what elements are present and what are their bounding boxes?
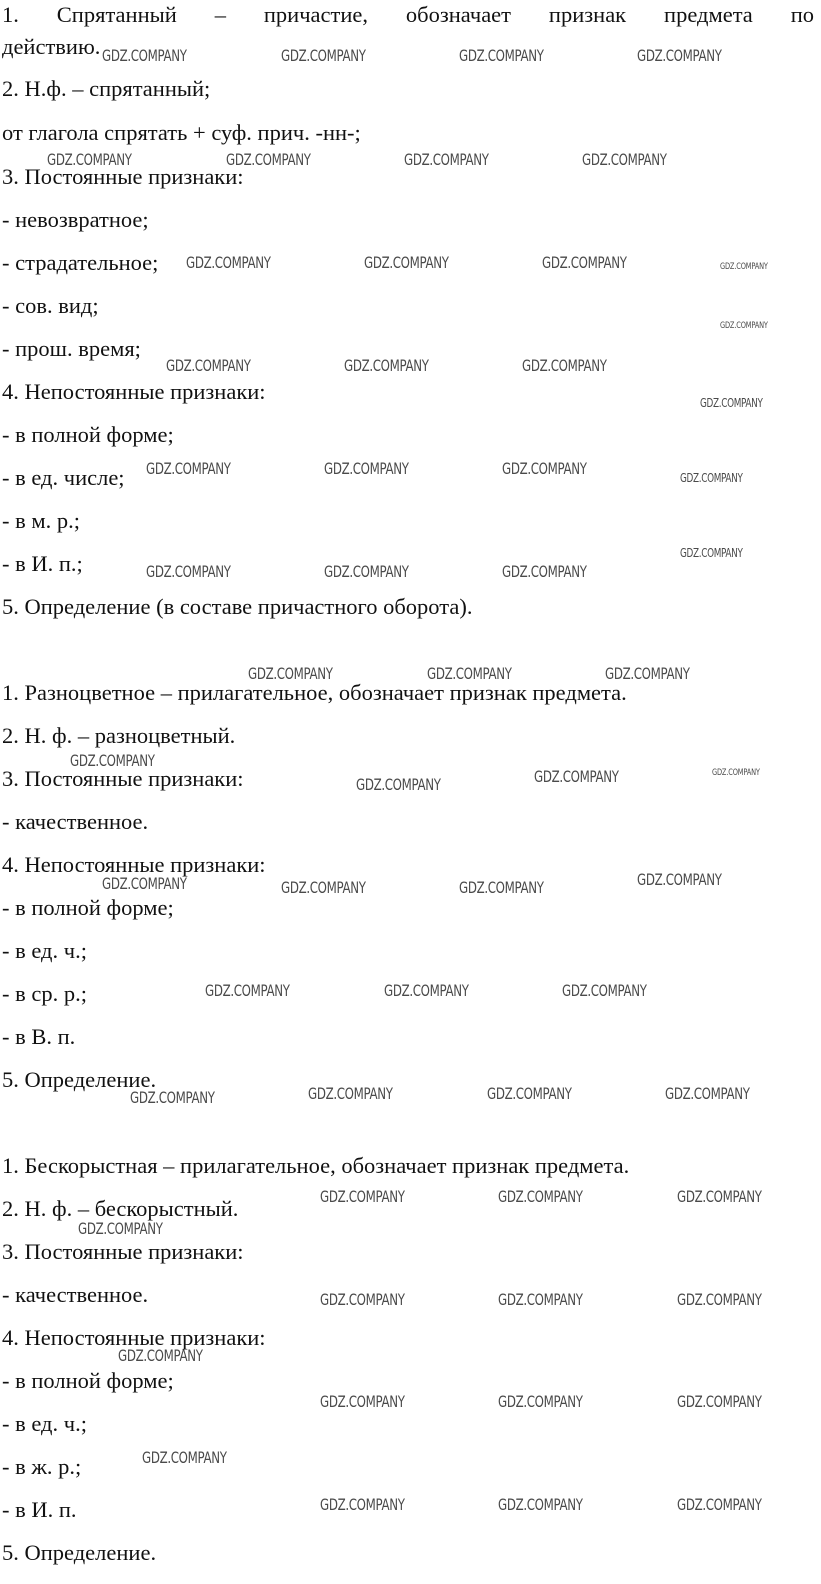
- watermark-text: GDZ.COMPANY: [226, 150, 311, 169]
- section1-line-6: - невозвратное;: [2, 207, 149, 232]
- watermark-text: GDZ.COMPANY: [677, 1187, 762, 1206]
- section1-line-10: 4. Непостоянные признаки:: [2, 379, 266, 404]
- watermark-text: GDZ.COMPANY: [665, 1084, 750, 1103]
- watermark-text: GDZ.COMPANY: [534, 767, 619, 786]
- section1-line-1: 1. Спрятанный – причастие, обозначает признак предмета по: [2, 2, 814, 27]
- watermark-text: GDZ.COMPANY: [502, 459, 587, 478]
- watermark-text: GDZ.COMPANY: [459, 46, 544, 65]
- section1-line-13: - в м. р.;: [2, 508, 80, 533]
- watermark-text: GDZ.COMPANY: [324, 562, 409, 581]
- watermark-text: GDZ.COMPANY: [205, 981, 290, 1000]
- watermark-text: GDZ.COMPANY: [677, 1392, 762, 1411]
- section2-line-3: 3. Постоянные признаки:: [2, 766, 244, 791]
- watermark-text: GDZ.COMPANY: [102, 46, 187, 65]
- watermark-text: GDZ.COMPANY: [637, 46, 722, 65]
- section3-line-5: 4. Непостоянные признаки:: [2, 1325, 266, 1350]
- section2-line-10: 5. Определение.: [2, 1067, 157, 1092]
- section1-line-14: - в И. п.;: [2, 551, 83, 576]
- section1-line-4: от глагола спрятать + суф. прич. -нн-;: [2, 120, 361, 145]
- watermark-text: GDZ.COMPANY: [320, 1187, 405, 1206]
- section3-line-3: 3. Постоянные признаки:: [2, 1239, 244, 1264]
- watermark-text: GDZ.COMPANY: [281, 878, 366, 897]
- section1-line-12: - в ед. числе;: [2, 465, 125, 490]
- watermark-text: GDZ.COMPANY: [344, 356, 429, 375]
- watermark-text: GDZ.COMPANY: [118, 1346, 203, 1365]
- watermark-text: GDZ.COMPANY: [404, 150, 489, 169]
- watermark-text: GDZ.COMPANY: [542, 253, 627, 272]
- watermark-text: GDZ.COMPANY: [281, 46, 366, 65]
- section3-line-7: - в ед. ч.;: [2, 1411, 87, 1436]
- section2-line-2: 2. Н. ф. – разноцветный.: [2, 723, 236, 748]
- watermark-text: GDZ.COMPANY: [680, 546, 743, 560]
- section1-line-5: 3. Постоянные признаки:: [2, 164, 244, 189]
- watermark-text: GDZ.COMPANY: [605, 664, 690, 683]
- section2-line-9: - в В. п.: [2, 1024, 76, 1049]
- watermark-text: GDZ.COMPANY: [498, 1187, 583, 1206]
- section2-line-6: - в полной форме;: [2, 895, 174, 920]
- watermark-text: GDZ.COMPANY: [146, 459, 231, 478]
- watermark-text: GDZ.COMPANY: [562, 981, 647, 1000]
- watermark-text: GDZ.COMPANY: [680, 471, 743, 485]
- section3-line-8: - в ж. р.;: [2, 1454, 82, 1479]
- watermark-text: GDZ.COMPANY: [47, 150, 132, 169]
- watermark-text: GDZ.COMPANY: [582, 150, 667, 169]
- section3-line-4: - качественное.: [2, 1282, 149, 1307]
- watermark-text: GDZ.COMPANY: [498, 1392, 583, 1411]
- watermark-text: GDZ.COMPANY: [498, 1290, 583, 1309]
- section3-line-6: - в полной форме;: [2, 1368, 174, 1393]
- watermark-text: GDZ.COMPANY: [146, 562, 231, 581]
- section1-line-7: - страдательное;: [2, 250, 159, 275]
- watermark-text: GDZ.COMPANY: [320, 1495, 405, 1514]
- watermark-text: GDZ.COMPANY: [102, 874, 187, 893]
- section1-line-11: - в полной форме;: [2, 422, 174, 447]
- section3-line-10: 5. Определение.: [2, 1540, 157, 1565]
- watermark-text: GDZ.COMPANY: [70, 751, 155, 770]
- watermark-text: GDZ.COMPANY: [320, 1290, 405, 1309]
- watermark-text: GDZ.COMPANY: [186, 253, 271, 272]
- section3-line-1: 1. Бескорыстная – прилагательное, обозначает признак предмета.: [2, 1153, 630, 1178]
- section2-line-4: - качественное.: [2, 809, 149, 834]
- watermark-text: GDZ.COMPANY: [459, 878, 544, 897]
- watermark-text: GDZ.COMPANY: [130, 1088, 215, 1107]
- watermark-text: GDZ.COMPANY: [712, 768, 760, 778]
- section2-line-5: 4. Непостоянные признаки:: [2, 852, 266, 877]
- watermark-text: GDZ.COMPANY: [384, 981, 469, 1000]
- watermark-text: GDZ.COMPANY: [248, 664, 333, 683]
- watermark-text: GDZ.COMPANY: [427, 664, 512, 683]
- watermark-text: GDZ.COMPANY: [320, 1392, 405, 1411]
- watermark-text: GDZ.COMPANY: [498, 1495, 583, 1514]
- section1-line-15: 5. Определение (в составе причастного оборота).: [2, 594, 473, 619]
- section1-line-2: действию.: [2, 34, 101, 59]
- watermark-text: GDZ.COMPANY: [142, 1448, 227, 1467]
- watermark-text: GDZ.COMPANY: [677, 1290, 762, 1309]
- watermark-text: GDZ.COMPANY: [308, 1084, 393, 1103]
- watermark-text: GDZ.COMPANY: [166, 356, 251, 375]
- section2-line-1: 1. Разноцветное – прилагательное, обозначает признак предмета.: [2, 680, 627, 705]
- watermark-text: GDZ.COMPANY: [700, 396, 763, 410]
- watermark-text: GDZ.COMPANY: [677, 1495, 762, 1514]
- section2-line-8: - в ср. р.;: [2, 981, 87, 1006]
- watermark-text: GDZ.COMPANY: [487, 1084, 572, 1103]
- watermark-text: GDZ.COMPANY: [720, 321, 768, 331]
- watermark-text: GDZ.COMPANY: [364, 253, 449, 272]
- section3-line-9: - в И. п.: [2, 1497, 77, 1522]
- watermark-text: GDZ.COMPANY: [502, 562, 587, 581]
- section1-line-9: - прош. время;: [2, 336, 141, 361]
- watermark-text: GDZ.COMPANY: [720, 262, 768, 272]
- watermark-text: GDZ.COMPANY: [522, 356, 607, 375]
- watermark-text: GDZ.COMPANY: [324, 459, 409, 478]
- section1-line-3: 2. Н.ф. – спрятанный;: [2, 76, 211, 101]
- section3-line-2: 2. Н. ф. – бескорыстный.: [2, 1196, 239, 1221]
- watermark-text: GDZ.COMPANY: [356, 775, 441, 794]
- watermark-text: GDZ.COMPANY: [637, 870, 722, 889]
- section1-line-8: - сов. вид;: [2, 293, 99, 318]
- section2-line-7: - в ед. ч.;: [2, 938, 87, 963]
- watermark-text: GDZ.COMPANY: [78, 1219, 163, 1238]
